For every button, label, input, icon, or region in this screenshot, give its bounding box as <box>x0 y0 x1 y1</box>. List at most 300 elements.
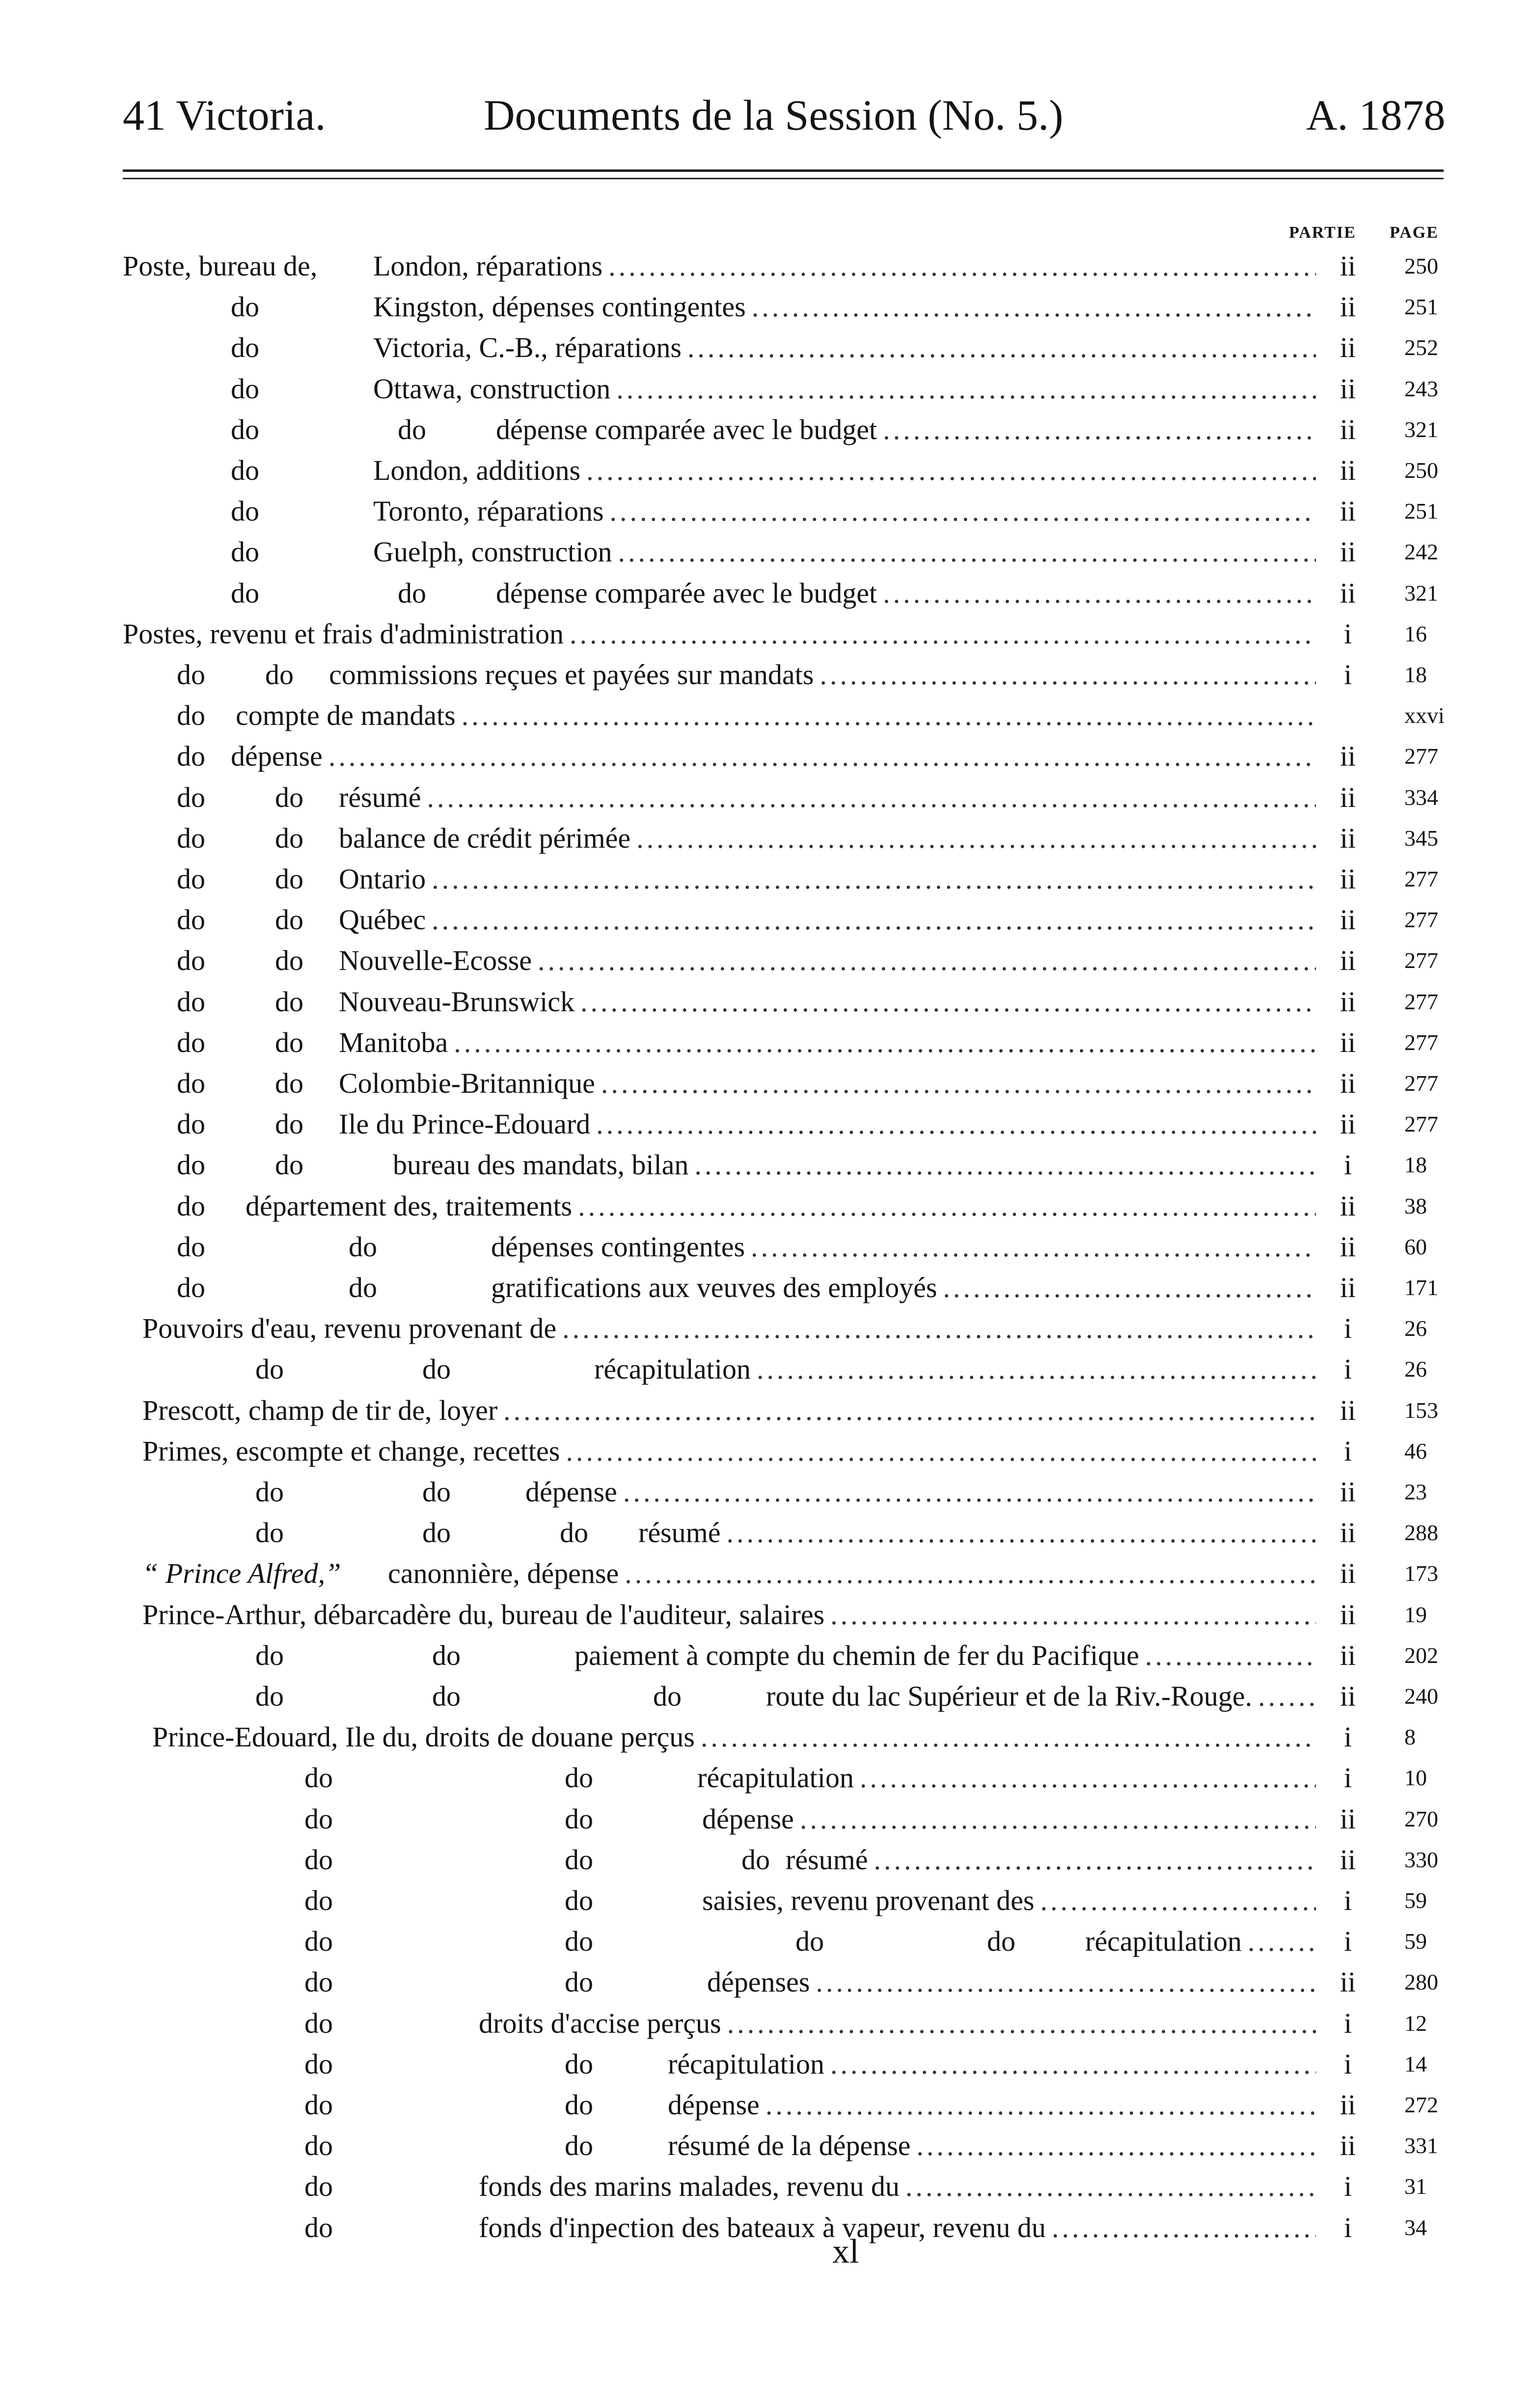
leader-dots <box>623 1471 1316 1513</box>
entry-text: fonds d'inpection des bateaux à vapeur, revenu du <box>479 2211 1046 2243</box>
leader-dots <box>905 2166 1316 2207</box>
entry-label <box>491 1267 1316 1308</box>
ditto-mark: do <box>565 1802 593 1835</box>
leader-dots <box>580 981 1316 1023</box>
entry-partie: ii <box>1340 863 1356 895</box>
entry-label <box>339 1063 1316 1104</box>
ditto-mark: do <box>653 1680 682 1712</box>
entry-partie: ii <box>1340 1108 1356 1140</box>
entry-text: Québec <box>339 904 426 936</box>
entry-page: 277 <box>1404 989 1438 1014</box>
entry-partie: ii <box>1340 1190 1356 1222</box>
index-entry <box>0 1226 1533 1268</box>
entry-partie: ii <box>1340 1680 1356 1712</box>
entry-partie: ii <box>1340 577 1356 609</box>
ditto-mark: do <box>177 1190 205 1222</box>
entry-page: 59 <box>1404 1888 1427 1913</box>
entry-text: Kingston, dépenses contingentes <box>373 291 746 323</box>
entry-page: 277 <box>1404 1111 1438 1137</box>
entry-text: compte de mandats <box>236 699 456 732</box>
entry-text: récapitulation <box>697 1762 854 1794</box>
leader-dots <box>830 1594 1316 1635</box>
ditto-mark: do <box>565 2048 593 2080</box>
entry-label <box>479 2207 1316 2248</box>
entry-text: Pouvoirs d'eau, revenu provenant de <box>142 1312 557 1345</box>
ditto-mark: do <box>255 1680 284 1712</box>
ditto-mark: do <box>275 944 303 977</box>
index-entry <box>0 1716 1533 1758</box>
ditto-mark: do <box>304 2007 333 2039</box>
entry-text: paiement à compte du chemin de fer du Pacifique <box>575 1639 1139 1671</box>
ditto-mark: do <box>304 1843 333 1876</box>
ditto-mark: do <box>231 372 259 405</box>
ditto-mark: do <box>275 1026 303 1058</box>
index-entry <box>0 777 1533 818</box>
entry-partie: ii <box>1340 904 1356 936</box>
ditto-mark: do <box>432 1680 461 1712</box>
entry-heading: Poste, bureau de, <box>123 250 318 282</box>
index-entry <box>0 695 1533 736</box>
column-header-page: PAGE <box>1390 223 1439 242</box>
entry-text: récapitulation <box>668 2048 824 2080</box>
index-entry <box>0 1880 1533 1921</box>
entry-label <box>594 1349 1316 1390</box>
leader-dots <box>566 1431 1316 1472</box>
index-entry <box>0 940 1533 981</box>
entry-page: 242 <box>1404 539 1438 565</box>
entry-page: 250 <box>1404 253 1438 278</box>
ditto-mark: do <box>275 1149 303 1181</box>
entry-page: 8 <box>1404 1724 1416 1750</box>
ditto-mark: do <box>275 822 303 854</box>
leader-dots <box>1040 1880 1316 1921</box>
entry-page: 270 <box>1404 1806 1438 1831</box>
entry-label <box>668 2125 1316 2166</box>
entry-label <box>702 1880 1316 1921</box>
ditto-mark: do <box>265 659 294 691</box>
entry-text: Manitoba <box>339 1026 448 1058</box>
entry-partie: ii <box>1340 454 1356 486</box>
leader-dots <box>1258 1676 1316 1717</box>
entry-text: résumé de la dépense <box>668 2130 911 2162</box>
leader-dots <box>751 1226 1316 1268</box>
leader-dots <box>766 2084 1316 2126</box>
entry-page: 321 <box>1404 416 1438 442</box>
ditto-mark: do <box>398 413 426 445</box>
ditto-mark: do <box>255 1517 284 1549</box>
ditto-mark: do <box>304 2211 333 2243</box>
ditto-mark: do <box>177 1272 205 1303</box>
entry-partie: ii <box>1340 944 1356 977</box>
index-entry <box>0 1799 1533 1840</box>
entry-page: 288 <box>1404 1520 1438 1546</box>
entry-page: 18 <box>1404 1152 1427 1178</box>
leader-dots <box>1052 2207 1316 2248</box>
ditto-mark: do <box>231 495 259 527</box>
index-entry <box>0 409 1533 450</box>
leader-dots <box>636 818 1316 859</box>
entry-page: 277 <box>1404 907 1438 933</box>
entry-text: London, additions <box>373 454 581 486</box>
entry-text: gratifications aux veuves des employés <box>491 1272 937 1303</box>
ditto-mark: do <box>304 1802 333 1835</box>
entry-label <box>339 1104 1316 1145</box>
entry-label <box>329 654 1316 695</box>
entry-text: dépenses contingentes <box>491 1230 745 1263</box>
entry-text: dépense <box>668 2089 760 2121</box>
leader-dots <box>727 2003 1316 2044</box>
index-entry <box>0 368 1533 410</box>
entry-label <box>786 1839 1316 1881</box>
entry-text: Colombie-Britannique <box>339 1067 595 1099</box>
entry-partie: ii <box>1340 291 1356 323</box>
entry-heading: “ Prince Alfred,” <box>142 1557 341 1590</box>
leader-dots <box>601 1063 1316 1104</box>
entry-page: 153 <box>1404 1397 1438 1423</box>
column-header-partie: PARTIE <box>1289 223 1356 242</box>
ditto-mark: do <box>565 2089 593 2121</box>
entry-label <box>373 491 1316 532</box>
entry-partie: i <box>1343 2048 1352 2080</box>
entry-partie: ii <box>1340 1394 1356 1426</box>
entry-label <box>373 286 1316 328</box>
entry-text: Postes, revenu et frais d'administration <box>123 617 564 650</box>
entry-text: dépenses <box>707 1966 810 1998</box>
entry-partie: ii <box>1340 1230 1356 1263</box>
ditto-mark: do <box>177 944 205 977</box>
entry-partie: ii <box>1340 2130 1356 2162</box>
entry-page: 59 <box>1404 1929 1427 1954</box>
leader-dots <box>883 409 1316 450</box>
index-entry <box>0 1594 1533 1635</box>
ditto-mark: do <box>177 904 205 936</box>
entry-page: xxvi <box>1404 703 1445 728</box>
entry-label <box>339 777 1316 818</box>
entry-page: 202 <box>1404 1642 1438 1668</box>
index-entry <box>0 1063 1533 1104</box>
entry-partie: ii <box>1340 495 1356 527</box>
entry-text: département des, traitements <box>246 1190 573 1222</box>
leader-dots <box>1145 1635 1316 1676</box>
entry-label <box>231 736 1316 777</box>
ditto-mark: do <box>565 1843 593 1876</box>
page-number: xl <box>832 2233 859 2270</box>
entry-page: 251 <box>1404 498 1438 524</box>
entry-page: 252 <box>1404 335 1438 360</box>
entry-partie: i <box>1343 1312 1352 1345</box>
entry-label <box>236 695 1316 736</box>
entry-page: 345 <box>1404 825 1438 851</box>
entry-page: 46 <box>1404 1438 1427 1464</box>
entry-page: 280 <box>1404 1969 1438 1995</box>
ditto-mark: do <box>231 454 259 486</box>
leader-dots <box>328 736 1316 777</box>
entry-label <box>339 818 1316 859</box>
index-entry <box>0 531 1533 573</box>
entry-page: 23 <box>1404 1479 1427 1504</box>
index-entry <box>0 2084 1533 2126</box>
ditto-mark: do <box>275 1067 303 1099</box>
leader-dots <box>687 327 1316 368</box>
index-entry <box>0 2166 1533 2207</box>
entry-text: commissions reçues et payées sur mandats <box>329 659 814 691</box>
leader-dots <box>618 531 1316 573</box>
entry-partie: i <box>1343 1721 1352 1753</box>
header-rule <box>123 169 1444 172</box>
entry-label <box>142 1594 1316 1635</box>
leader-dots <box>727 1512 1316 1553</box>
entry-label <box>668 2044 1316 2085</box>
ditto-mark: do <box>177 822 205 854</box>
ditto-mark: do <box>177 659 205 691</box>
entry-page: 277 <box>1404 866 1438 891</box>
leader-dots <box>454 1022 1316 1063</box>
ditto-mark: do <box>177 1149 205 1181</box>
entry-label <box>123 613 1316 655</box>
entry-partie: ii <box>1340 536 1356 568</box>
ditto-mark: do <box>304 1762 333 1794</box>
entry-label <box>1085 1921 1316 1962</box>
entry-label <box>142 1308 1316 1349</box>
entry-partie: ii <box>1340 781 1356 813</box>
index-entry <box>0 2125 1533 2166</box>
index-entry <box>0 1553 1533 1594</box>
entry-text: Guelph, construction <box>373 536 612 568</box>
entry-label <box>496 409 1316 450</box>
entry-page: 240 <box>1404 1684 1438 1709</box>
leader-dots <box>916 2125 1316 2166</box>
entry-partie: ii <box>1340 1517 1356 1549</box>
ditto-mark: do <box>255 1476 284 1508</box>
entry-partie: ii <box>1340 822 1356 854</box>
index-entry <box>0 1676 1533 1717</box>
index-entry <box>0 899 1533 941</box>
ditto-mark: do <box>304 1966 333 1998</box>
leader-dots <box>816 1962 1316 2003</box>
entry-partie: ii <box>1340 1272 1356 1303</box>
entry-page: 331 <box>1404 2133 1438 2159</box>
entry-label <box>393 1144 1316 1186</box>
entry-label <box>339 858 1316 900</box>
entry-page: 334 <box>1404 784 1438 810</box>
entry-partie: ii <box>1340 332 1356 364</box>
entry-page: 251 <box>1404 294 1438 320</box>
entry-label <box>373 368 1316 410</box>
index-entry <box>0 1757 1533 1799</box>
entry-text: canonnière, dépense <box>388 1557 619 1590</box>
ditto-mark: do <box>177 781 205 813</box>
leader-dots <box>608 246 1316 287</box>
entry-partie: i <box>1343 1149 1352 1181</box>
ditto-mark: do <box>255 1639 284 1671</box>
leader-dots <box>874 1839 1316 1881</box>
entry-label <box>373 327 1316 368</box>
ditto-mark: do <box>565 1925 593 1958</box>
leader-dots <box>1248 1921 1316 1962</box>
index-entry <box>0 1186 1533 1227</box>
leader-dots <box>432 858 1316 900</box>
ditto-mark: do <box>304 2170 333 2203</box>
entry-text: dépense <box>525 1476 617 1508</box>
entry-text: dépense <box>231 740 323 773</box>
leader-dots <box>609 491 1316 532</box>
entry-text: balance de crédit périmée <box>339 822 631 854</box>
entry-partie: ii <box>1340 1639 1356 1671</box>
entry-label <box>373 246 1316 287</box>
entry-text: fonds des marins malades, revenu du <box>479 2170 900 2203</box>
entry-page: 250 <box>1404 458 1438 483</box>
index-entry <box>0 1635 1533 1676</box>
entry-page: 34 <box>1404 2214 1427 2240</box>
entry-text: Nouvelle-Ecosse <box>339 944 532 977</box>
entry-label <box>668 2084 1316 2126</box>
entry-partie: ii <box>1340 2089 1356 2121</box>
entry-page: 16 <box>1404 621 1427 646</box>
ditto-mark: do <box>177 1230 205 1263</box>
ditto-mark: do <box>231 291 259 323</box>
leader-dots <box>625 1553 1316 1594</box>
entry-text: dépense comparée avec le budget <box>496 413 877 445</box>
entry-page: 38 <box>1404 1193 1427 1218</box>
ditto-mark: do <box>349 1272 377 1303</box>
entry-label <box>373 450 1316 491</box>
entry-label <box>388 1553 1316 1594</box>
entry-partie: ii <box>1340 372 1356 405</box>
ditto-mark: do <box>231 413 259 445</box>
entry-page: 272 <box>1404 2092 1438 2117</box>
entry-page: 277 <box>1404 1029 1438 1055</box>
ditto-mark: do <box>565 2130 593 2162</box>
ditto-mark: do <box>795 1925 824 1958</box>
leader-dots <box>694 1144 1316 1186</box>
leader-dots <box>701 1716 1316 1758</box>
index-entry <box>0 286 1533 328</box>
entry-label <box>142 1390 1316 1431</box>
entry-label <box>339 981 1316 1023</box>
index-entry <box>0 1144 1533 1186</box>
leader-dots <box>943 1267 1316 1308</box>
entry-page: 12 <box>1404 2010 1427 2036</box>
ditto-mark: do <box>231 332 259 364</box>
index-entry <box>0 2044 1533 2085</box>
entry-text: route du lac Supérieur et de la Riv.-Rouge. <box>766 1680 1252 1712</box>
entry-partie: ii <box>1340 1026 1356 1058</box>
ditto-mark: do <box>422 1517 451 1549</box>
entry-label <box>339 1022 1316 1063</box>
ditto-mark: do <box>177 1067 205 1099</box>
entry-text: bureau des mandats, bilan <box>393 1149 689 1181</box>
leader-dots <box>860 1757 1316 1799</box>
entry-partie: ii <box>1340 1476 1356 1508</box>
ditto-mark: do <box>422 1353 451 1385</box>
entry-partie: ii <box>1340 413 1356 445</box>
entry-partie: ii <box>1340 1598 1356 1631</box>
entry-label <box>638 1512 1316 1553</box>
ditto-mark: do <box>565 1884 593 1916</box>
entry-page: 277 <box>1404 948 1438 973</box>
entry-label <box>373 531 1316 573</box>
entry-page: 18 <box>1404 662 1427 687</box>
entry-label <box>142 1431 1316 1472</box>
index-entry <box>0 1267 1533 1308</box>
leader-dots <box>596 1104 1316 1145</box>
ditto-mark: do <box>177 863 205 895</box>
index-entry <box>0 573 1533 614</box>
leader-dots <box>830 2044 1316 2085</box>
header-volume: 41 Victoria. <box>123 92 326 139</box>
entry-partie: i <box>1343 617 1352 650</box>
entry-label <box>525 1471 1316 1513</box>
ditto-mark: do <box>275 985 303 1018</box>
entry-text: dépense comparée avec le budget <box>496 577 877 609</box>
index-entry <box>0 858 1533 900</box>
ditto-mark: do <box>304 2130 333 2162</box>
entry-partie: ii <box>1340 985 1356 1018</box>
ditto-mark: do <box>177 699 205 732</box>
ditto-mark: do <box>565 1762 593 1794</box>
entry-text: résumé <box>339 781 421 813</box>
entry-text: Prince-Arthur, débarcadère du, bureau de l'auditeur, salaires <box>142 1598 825 1631</box>
index-entry <box>0 654 1533 695</box>
entry-page: 26 <box>1404 1356 1427 1382</box>
ditto-mark: do <box>304 1925 333 1958</box>
entry-text: Ontario <box>339 863 426 895</box>
entry-text: droits d'accise perçus <box>479 2007 721 2039</box>
ditto-mark: do <box>231 577 259 609</box>
entry-page: 173 <box>1404 1561 1438 1586</box>
entry-label <box>697 1757 1316 1799</box>
entry-label <box>246 1186 1316 1227</box>
ditto-mark: do <box>177 740 205 773</box>
entry-text: dépense <box>702 1802 794 1835</box>
entry-text: saisies, revenu provenant des <box>702 1884 1035 1916</box>
ditto-mark: do <box>304 2089 333 2121</box>
leader-dots <box>586 450 1316 491</box>
entry-partie: i <box>1343 2211 1352 2243</box>
ditto-mark: do <box>565 1966 593 1998</box>
entry-label <box>479 2166 1316 2207</box>
entry-label <box>152 1716 1316 1758</box>
index-entry <box>0 818 1533 859</box>
index-entry <box>0 1962 1533 2003</box>
entry-label <box>496 573 1316 614</box>
ditto-mark: do <box>349 1230 377 1263</box>
index-entry <box>0 613 1533 655</box>
entry-page: 19 <box>1404 1602 1427 1627</box>
entry-text: Nouveau-Brunswick <box>339 985 575 1018</box>
entry-page: 31 <box>1404 2174 1427 2199</box>
entry-text: Prescott, champ de tir de, loyer <box>142 1394 498 1426</box>
index-entry <box>0 981 1533 1023</box>
leader-dots <box>432 899 1316 941</box>
leader-dots <box>752 286 1316 328</box>
header-rule-secondary <box>123 178 1444 179</box>
ditto-mark: do <box>398 577 426 609</box>
entry-partie: ii <box>1340 1067 1356 1099</box>
entry-label <box>479 2003 1316 2044</box>
entry-partie: ii <box>1340 250 1356 282</box>
entry-partie: ii <box>1340 1966 1356 1998</box>
entry-label <box>575 1635 1316 1676</box>
entry-text: Ottawa, construction <box>373 372 611 405</box>
ditto-mark: do <box>177 1026 205 1058</box>
entry-partie: i <box>1343 1762 1352 1794</box>
entry-label <box>339 940 1316 981</box>
leader-dots <box>538 940 1316 981</box>
leader-dots <box>462 695 1316 736</box>
entry-partie: i <box>1343 2007 1352 2039</box>
ditto-mark: do <box>422 1476 451 1508</box>
